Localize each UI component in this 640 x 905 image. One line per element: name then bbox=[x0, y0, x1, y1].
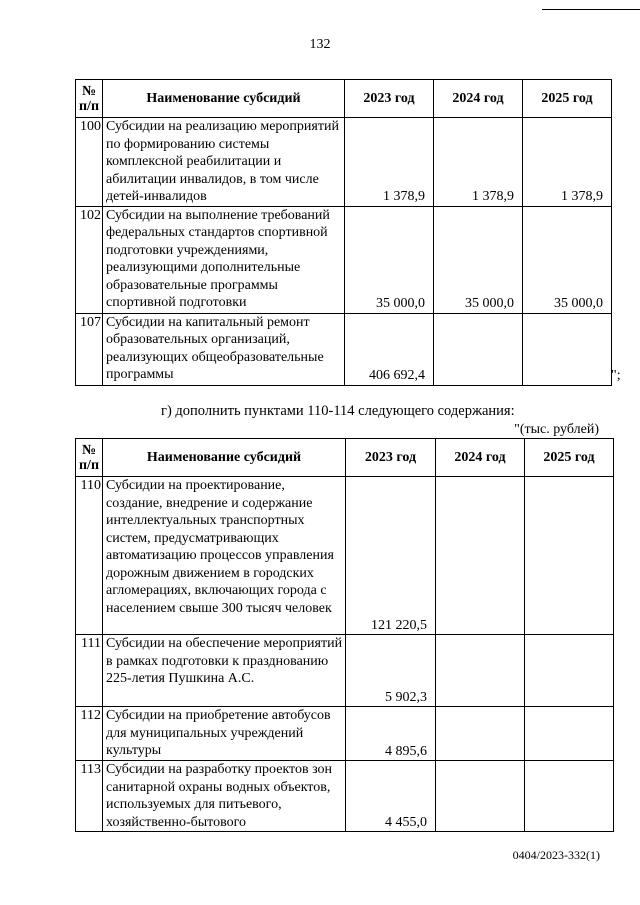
table-row bbox=[76, 707, 614, 761]
header-2023: 2023 год bbox=[346, 439, 436, 477]
header-name: Наименование субсидий bbox=[103, 439, 346, 477]
table-row bbox=[76, 118, 612, 207]
row-number: 112 bbox=[76, 707, 103, 761]
document-code: 0404/2023-332(1) bbox=[512, 848, 600, 862]
subsidies-table-1 bbox=[75, 79, 612, 386]
value-2025: 1 378,9 bbox=[523, 118, 612, 207]
header-2025: 2025 год bbox=[525, 439, 614, 477]
value-2024 bbox=[436, 635, 525, 707]
header-2024: 2024 год bbox=[436, 439, 525, 477]
table-row bbox=[76, 761, 614, 832]
subsidies-table-2 bbox=[75, 438, 614, 832]
value-2024: 1 378,9 bbox=[434, 118, 523, 207]
table-row bbox=[76, 635, 614, 707]
table-row bbox=[76, 206, 612, 313]
value-2025 bbox=[525, 477, 614, 635]
row-number: 100 bbox=[76, 118, 103, 207]
value-2023: 1 378,9 bbox=[345, 118, 434, 207]
header-no: № п/п bbox=[76, 439, 103, 477]
row-number: 110 bbox=[76, 477, 103, 635]
table-header-row bbox=[76, 80, 612, 118]
value-2023: 406 692,4 bbox=[345, 313, 434, 385]
value-2023: 121 220,5 bbox=[346, 477, 436, 635]
value-2025 bbox=[525, 707, 614, 761]
top-rule bbox=[542, 9, 640, 10]
value-2025: 35 000,0 bbox=[523, 206, 612, 313]
header-2023: 2023 год bbox=[345, 80, 434, 118]
value-2024: 35 000,0 bbox=[434, 206, 523, 313]
closing-quote: "; bbox=[611, 368, 621, 383]
page-number: 132 bbox=[309, 37, 331, 52]
row-number: 102 bbox=[76, 206, 103, 313]
row-number: 111 bbox=[76, 635, 103, 707]
amendment-text: г) дополнить пунктами 110-114 следующего содержания: bbox=[161, 403, 515, 419]
table-row bbox=[76, 313, 612, 385]
subsidy-name: Субсидии на выполнение требований федеральных стандартов спортивной подготовки учреждениями, реализующими дополнительные образовательные программы спортивной подготовки bbox=[103, 206, 345, 313]
value-2024 bbox=[436, 707, 525, 761]
subsidy-name: Субсидии на разработку проектов зон санитарной охраны водных объектов, используемых для питьевого, хозяйственно-бытового bbox=[103, 761, 346, 832]
value-2023: 5 902,3 bbox=[346, 635, 436, 707]
value-2023: 35 000,0 bbox=[345, 206, 434, 313]
value-2023: 4 895,6 bbox=[346, 707, 436, 761]
value-2024 bbox=[434, 313, 523, 385]
value-2025 bbox=[523, 313, 612, 385]
table-row bbox=[76, 477, 614, 635]
subsidy-name: Субсидии на капитальный ремонт образовательных организаций, реализующих общеобразовательные программы bbox=[103, 313, 345, 385]
header-no: № п/п bbox=[76, 80, 103, 118]
header-2025: 2025 год bbox=[523, 80, 612, 118]
table-header-row bbox=[76, 439, 614, 477]
value-2025 bbox=[525, 635, 614, 707]
subsidy-name: Субсидии на обеспечение мероприятий в рамках подготовки к празднованию 225-летия Пушкина А.С. bbox=[103, 635, 346, 707]
header-2024: 2024 год bbox=[434, 80, 523, 118]
header-name: Наименование субсидий bbox=[103, 80, 345, 118]
row-number: 107 bbox=[76, 313, 103, 385]
row-number: 113 bbox=[76, 761, 103, 832]
units-label: "(тыс. рублей) bbox=[514, 422, 599, 437]
value-2024 bbox=[436, 761, 525, 832]
subsidy-name: Субсидии на приобретение автобусов для муниципальных учреждений культуры bbox=[103, 707, 346, 761]
value-2025 bbox=[525, 761, 614, 832]
subsidy-name: Субсидии на проектирование, создание, внедрение и содержание интеллектуальных транспортных систем, предусматривающих автоматизацию процессов управления дорожным движением в городских агломерациях, включающих города с населением свыше 300 тысяч человек bbox=[103, 477, 346, 635]
value-2024 bbox=[436, 477, 525, 635]
subsidy-name: Субсидии на реализацию мероприятий по формированию системы комплексной реабилитации и абилитации инвалидов, в том числе детей-инвалидов bbox=[103, 118, 345, 207]
value-2023: 4 455,0 bbox=[346, 761, 436, 832]
